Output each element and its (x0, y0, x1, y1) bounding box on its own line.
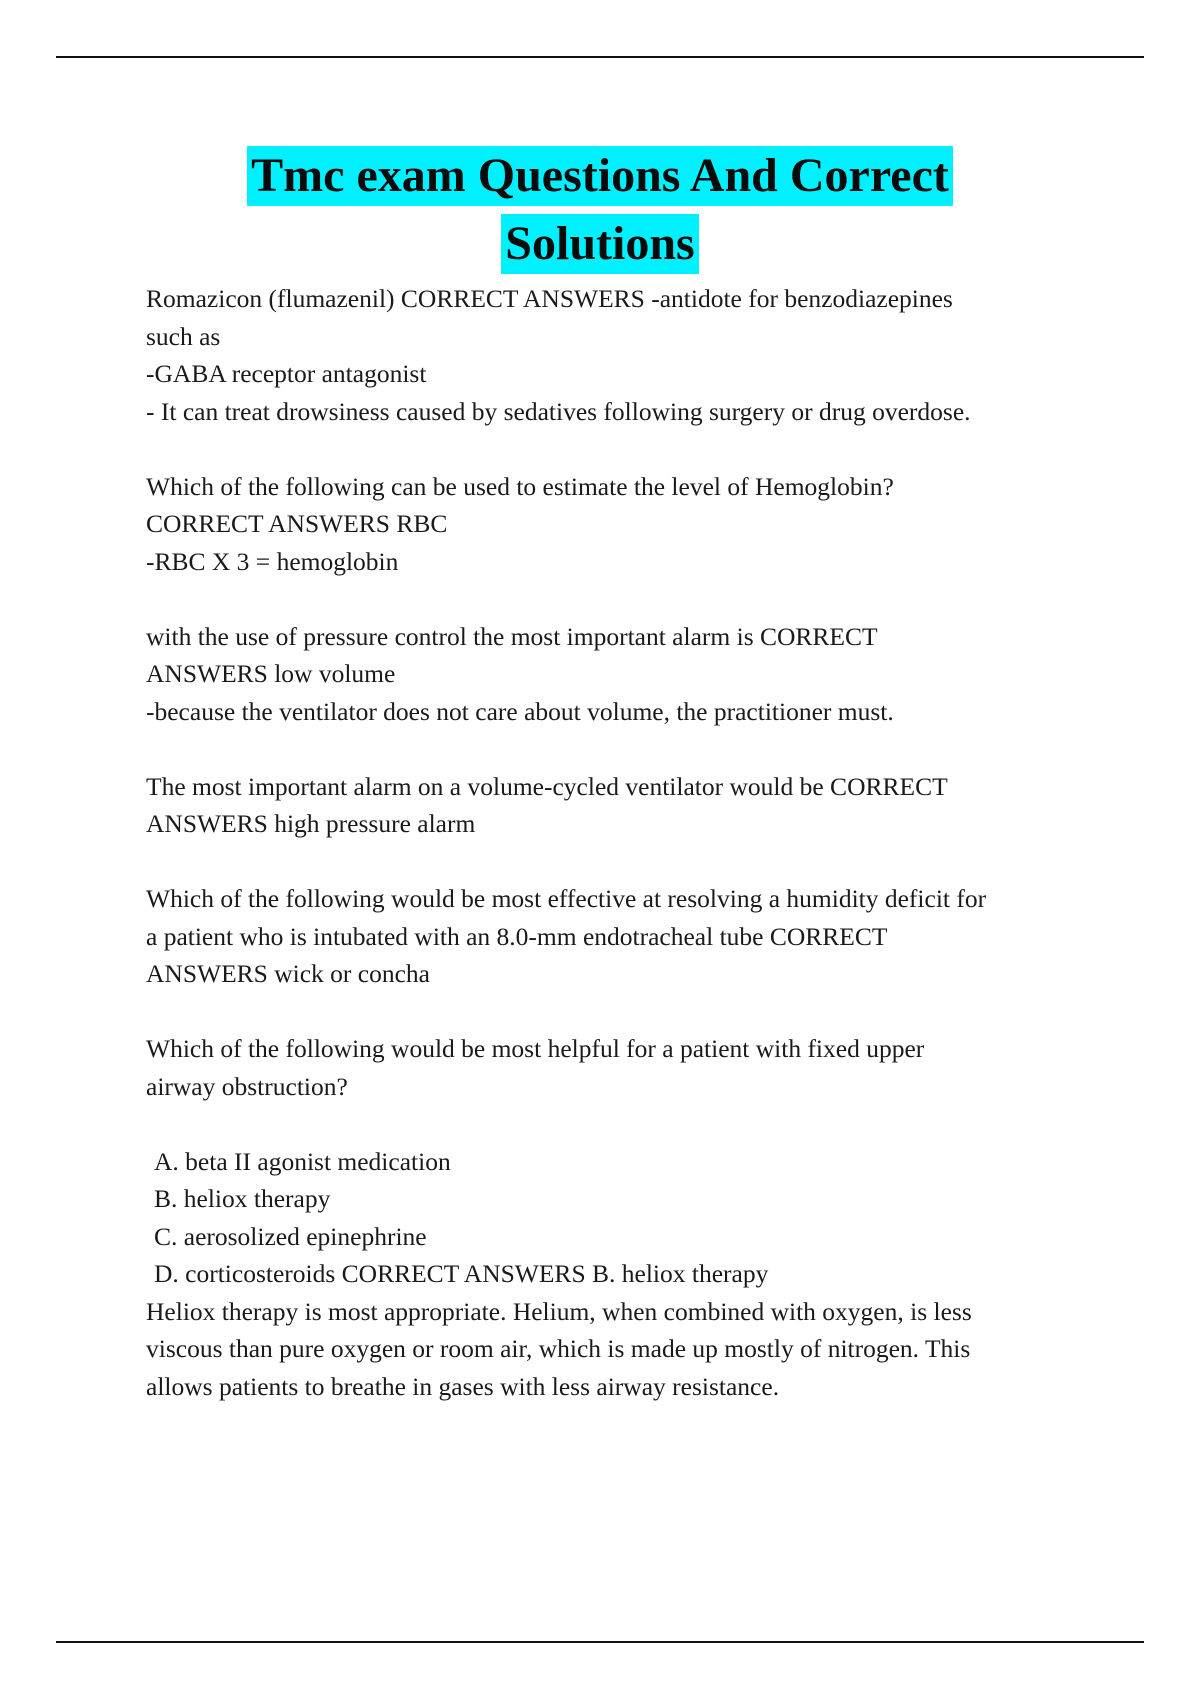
footer-rule (56, 1641, 1144, 1643)
choice-list (146, 1143, 1096, 1293)
qa-block-volume-cycled (146, 768, 1096, 843)
text-line: Which of the following can be used to estimate the level of Hemoglobin? (146, 471, 894, 501)
document-body (146, 280, 1096, 1405)
choice-b: B. heliox therapy (154, 1184, 331, 1213)
text-line: with the use of pressure control the most important alarm is CORRECT (146, 621, 878, 651)
qa-block-humidity (146, 880, 1096, 993)
text-line: ANSWERS low volume (146, 659, 396, 688)
choice-a: A. beta II agonist medication (154, 1146, 451, 1176)
text-line: The most important alarm on a volume-cycled ventilator would be CORRECT (146, 771, 948, 801)
qa-block-hemoglobin (146, 468, 1096, 581)
header-rule (56, 56, 1144, 58)
document-title (0, 146, 1200, 282)
text-line: ANSWERS wick or concha (146, 959, 430, 988)
qa-block-flumazenil (146, 280, 1096, 430)
qa-block-airway-obstruction (146, 1030, 1096, 1105)
text-line: such as (146, 321, 221, 351)
qa-block-pressure-control (146, 618, 1096, 731)
title-line-2: Solutions (501, 214, 698, 274)
text-line: Heliox therapy is most appropriate. Helium, when combined with oxygen, is less (146, 1296, 972, 1326)
explanation (146, 1293, 1096, 1406)
text-line: -GABA receptor antagonist (146, 359, 427, 388)
text-line: -RBC X 3 = hemoglobin (146, 546, 399, 576)
title-line-1: Tmc exam Questions And Correct (247, 146, 953, 206)
text-line: ANSWERS high pressure alarm (146, 809, 476, 838)
text-line: - It can treat drowsiness caused by sedatives following surgery or drug overdose. (146, 396, 971, 426)
choice-c: C. aerosolized epinephrine (154, 1221, 427, 1251)
text-line: a patient who is intubated with an 8.0-mm endotracheal tube CORRECT (146, 921, 888, 951)
text-line: allows patients to breathe in gases with less airway resistance. (146, 1371, 780, 1401)
text-line: -because the ventilator does not care about volume, the practitioner must. (146, 696, 894, 726)
text-line: airway obstruction? (146, 1071, 348, 1101)
text-line: CORRECT ANSWERS RBC (146, 509, 448, 538)
text-line: Which of the following would be most helpful for a patient with fixed upper (146, 1034, 925, 1063)
choice-d: D. corticosteroids CORRECT ANSWERS B. heliox therapy (154, 1259, 769, 1288)
text-line: Which of the following would be most effective at resolving a humidity deficit for (146, 884, 987, 913)
text-line: Romazicon (flumazenil) CORRECT ANSWERS -antidote for benzodiazepines (146, 284, 953, 313)
text-line: viscous than pure oxygen or room air, which is made up mostly of nitrogen. This (146, 1334, 971, 1363)
